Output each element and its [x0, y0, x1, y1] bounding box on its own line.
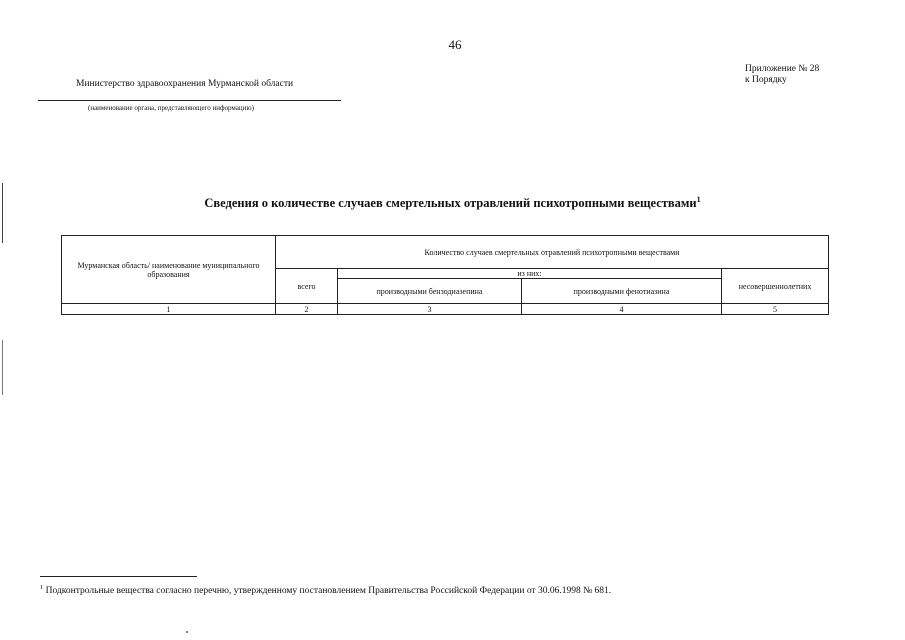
appendix-reference: [745, 64, 819, 86]
document-title-text: Сведения о количестве случаев смертельных отравлений психотропными веществами: [204, 196, 697, 211]
page-number: 46: [448, 37, 462, 52]
column-number-cell: 3: [338, 304, 522, 315]
column-number-cell: 4: [522, 304, 722, 315]
organization-underline: [38, 100, 341, 101]
footnote-separator: [40, 576, 197, 577]
header-total-cell: всего: [276, 269, 338, 304]
footnote-text: Подконтрольные вещества согласно перечню, утвержденному постановлением Правительства Российской Федерации от 30.06.1998 № 681.: [45, 586, 612, 597]
column-number-cell: 1: [62, 304, 276, 315]
margin-mark: [2, 340, 3, 395]
column-number-cell: 2: [276, 304, 338, 315]
appendix-line-2: к Порядку: [745, 75, 787, 85]
document-title: [0, 195, 905, 211]
organization-caption: (наименование органа, представляющего информацию): [88, 104, 254, 112]
footnote-marker: 1: [40, 584, 44, 591]
header-region-cell: Мурманская область/ наименование муниципального образования: [62, 236, 276, 304]
column-number-cell: 5: [722, 304, 829, 315]
header-phenothiazine-cell: производными фенотиазина: [522, 279, 722, 304]
organization-name: Министерство здравоохранения Мурманской области: [76, 79, 294, 89]
footnote: [40, 584, 611, 596]
header-benzodiazepine-cell: производными бензодиазепина: [338, 279, 522, 304]
appendix-line-1: Приложение № 28: [745, 64, 820, 74]
header-group-cell: Количество случаев смертельных отравлений психотропными веществами: [276, 236, 829, 269]
margin-mark: [2, 183, 3, 243]
title-footnote-ref: 1: [696, 195, 701, 204]
header-of-them-cell: из них:: [338, 269, 722, 279]
scan-speck: [186, 631, 188, 633]
report-table: [61, 235, 829, 315]
header-minors-cell: несовершеннолетних: [722, 269, 829, 304]
